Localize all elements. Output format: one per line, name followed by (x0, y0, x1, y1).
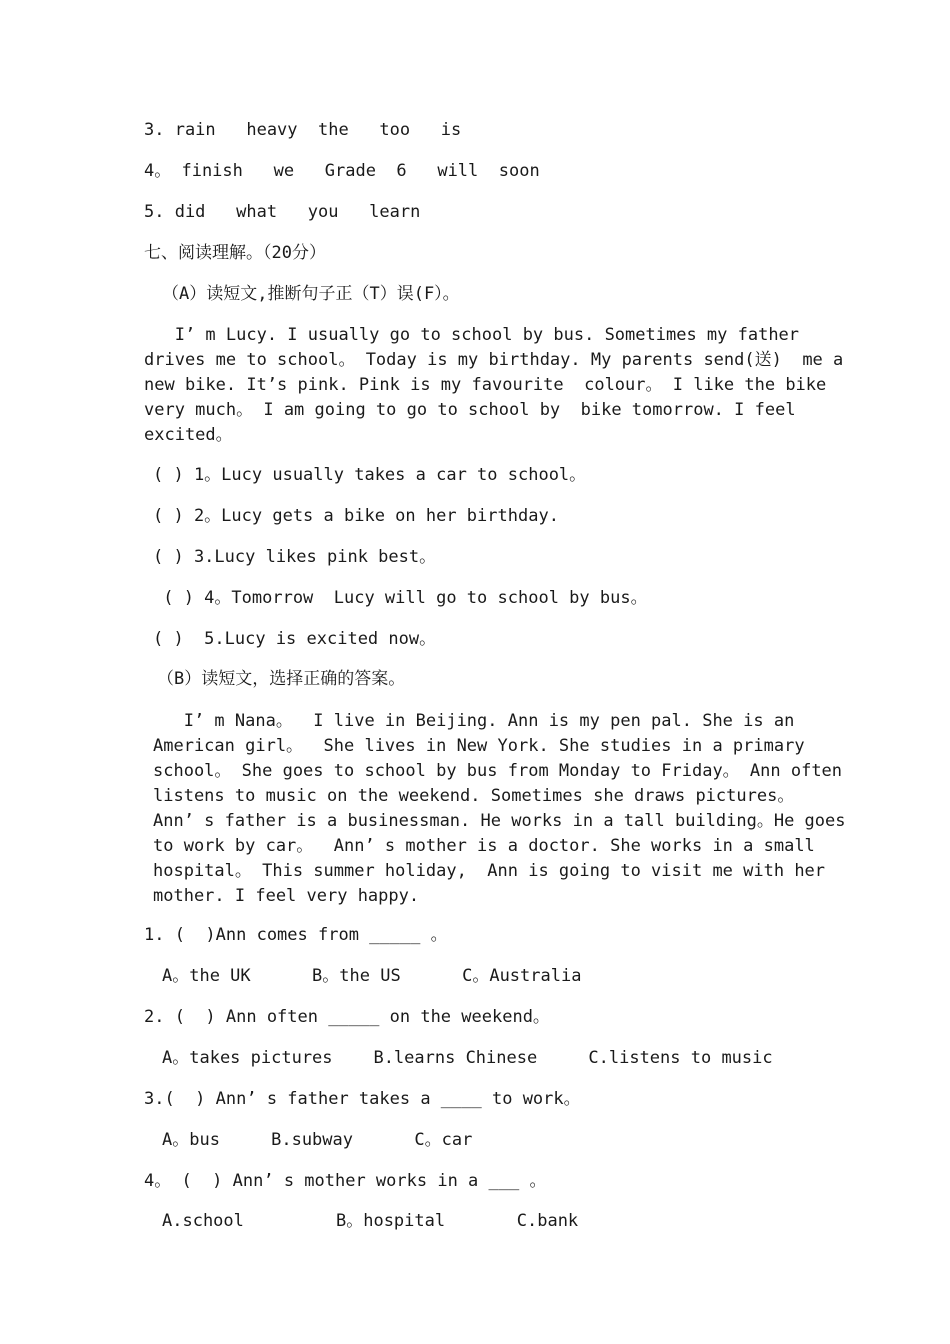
passage-line: mother. I feel very happy. (153, 886, 420, 906)
part-b-instruction: （B）读短文，选择正确的答案。 (157, 669, 406, 689)
unscramble-item-4: 4。 finish we Grade 6 will soon (144, 161, 540, 181)
part-b-question-options: A。takes pictures B.learns Chinese C.listens to music (162, 1048, 773, 1068)
passage-line: new bike. It’s pink. Pink is my favourite colour。 I like the bike (144, 375, 827, 395)
unscramble-item-3: 3. rain heavy the too is (144, 120, 462, 140)
passage-line: very much。 I am going to go to school by bike tomorrow. I feel (144, 400, 796, 420)
passage-line: Ann’ s father is a businessman. He works in a tall building。He goes (153, 811, 846, 831)
part-b-question-options: A。the UK B。the US C。Australia (162, 966, 582, 986)
passage-line: I’ m Nana。 I live in Beijing. Ann is my pen pal. She is an (153, 711, 795, 731)
part-a-question: ( ) 3.Lucy likes pink best。 (153, 547, 437, 567)
part-a-question: ( ) 5.Lucy is excited now。 (153, 629, 437, 649)
part-a-question: ( ) 2。Lucy gets a bike on her birthday. (153, 506, 559, 526)
passage-line: I’ m Lucy. I usually go to school by bus. Sometimes my father (144, 325, 800, 345)
part-b-question-stem: 1. ( )Ann comes from _____ 。 (144, 925, 448, 945)
part-b-question-options: A。bus B.subway C。car (162, 1130, 473, 1150)
passage-line: school。 She goes to school by bus from Monday to Friday。 Ann often (153, 761, 843, 781)
part-b-question-options: A.school B。hospital C.bank (162, 1211, 579, 1231)
part-a-passage (144, 323, 844, 448)
passage-line: listens to music on the weekend. Sometimes she draws pictures。 (153, 786, 795, 806)
part-b-question-stem: 3.( ) Ann’ s father takes a ____ to work。 (144, 1089, 581, 1109)
part-b-question-stem: 2. ( ) Ann often _____ on the weekend。 (144, 1007, 550, 1027)
passage-line: drives me to school。 Today is my birthday. My parents send(送) me a (144, 350, 844, 370)
passage-line: excited。 (144, 425, 233, 445)
passage-line: hospital。 This summer holiday, Ann is going to visit me with her (153, 861, 826, 881)
section-title: 七、阅读理解。（20分） (144, 243, 326, 263)
part-a-question: ( ) 4。Tomorrow Lucy will go to school by bus。 (153, 588, 648, 608)
passage-line: to work by car。 Ann’ s mother is a doctor. She works in a small (153, 836, 815, 856)
part-a-question: ( ) 1。Lucy usually takes a car to school。 (153, 465, 587, 485)
passage-line: American girl。 She lives in New York. She studies in a primary (153, 736, 805, 756)
part-b-question-stem: 4。 ( ) Ann’ s mother works in a ___ 。 (144, 1171, 547, 1191)
unscramble-item-5: 5. did what you learn (144, 202, 421, 222)
part-a-instruction: （A）读短文,推断句子正（T）误(F）。 (162, 284, 460, 304)
part-b-passage (153, 709, 846, 909)
